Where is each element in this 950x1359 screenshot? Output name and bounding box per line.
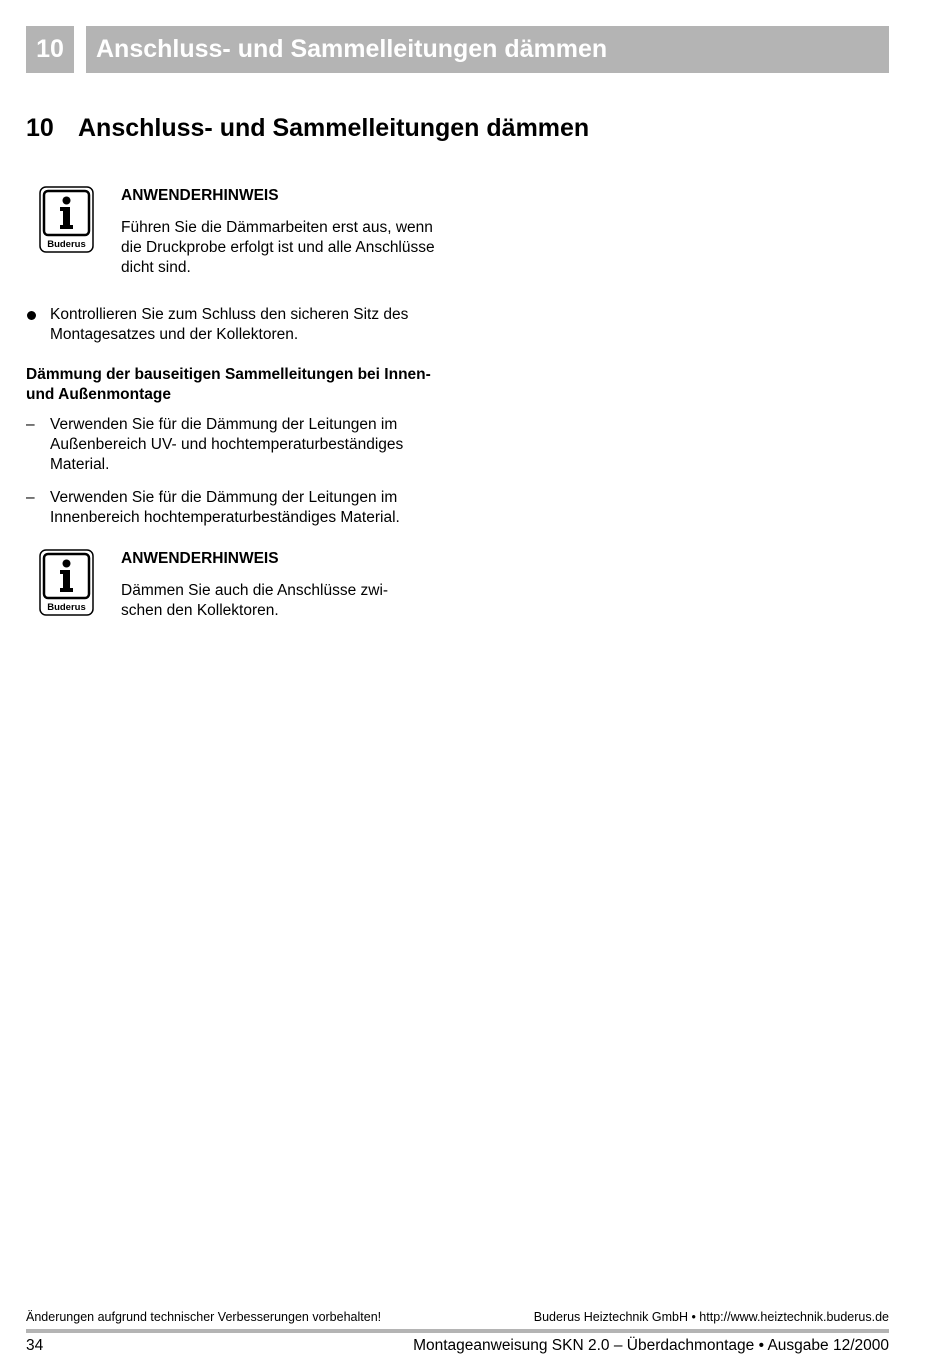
buderus-info-icon (39, 549, 94, 616)
note-title: ANWENDERHINWEIS (121, 187, 279, 204)
section-title: Anschluss- und Sammelleitungen dämmen (78, 114, 590, 142)
footer-disclaimer: Änderungen aufgrund technischer Verbesserungen vorbehalten! (26, 1310, 382, 1324)
buderus-info-icon (39, 186, 94, 253)
chapter-title-bar: Anschluss- und Sammelleitungen dämmen (86, 26, 889, 73)
dash-item-text: Verwenden Sie für die Dämmung der Leitungen im Innenbereich hochtemperaturbeständiges Material. (50, 489, 400, 526)
bullet-item-text: Kontrollieren Sie zum Schluss den sicheren Sitz des Montagesatzes und der Kollektoren. (50, 306, 409, 343)
footer-divider (26, 1329, 889, 1333)
section-heading (26, 112, 589, 144)
bullet-icon (27, 311, 36, 320)
page-number: 34 (26, 1337, 44, 1354)
buderus-logo-text: Buderus (47, 602, 86, 613)
note-text: Dämmen Sie auch die Anschlüsse zwi-schen den Kollektoren. (121, 582, 389, 619)
dash-item-text: Verwenden Sie für die Dämmung der Leitungen im Außenbereich UV- und hochtemperaturbeständiges Material. (50, 416, 404, 473)
footer-company: Buderus Heiztechnik GmbH • http://www.heiztechnik.buderus.de (533, 1310, 889, 1324)
note-text: Führen Sie die Dämmarbeiten erst aus, wenn die Druckprobe erfolgt ist und alle Anschlüsse dicht sind. (121, 219, 435, 276)
dash-list-item (26, 415, 446, 475)
dash-marker: – (26, 416, 35, 433)
chapter-number-box: 10 (26, 26, 74, 73)
subheading: Dämmung der bauseitigen Sammelleitungen bei Innen- und Außenmontage (26, 366, 431, 403)
note-title: ANWENDERHINWEIS (121, 550, 279, 567)
section-number: 10 (26, 114, 54, 142)
dash-marker: – (26, 489, 35, 506)
buderus-logo-text: Buderus (47, 239, 86, 250)
dash-list-item (26, 488, 446, 528)
document-title: Montageanweisung SKN 2.0 – Überdachmontage • Ausgabe 12/2000 (413, 1337, 889, 1354)
bullet-list-item (26, 305, 446, 345)
